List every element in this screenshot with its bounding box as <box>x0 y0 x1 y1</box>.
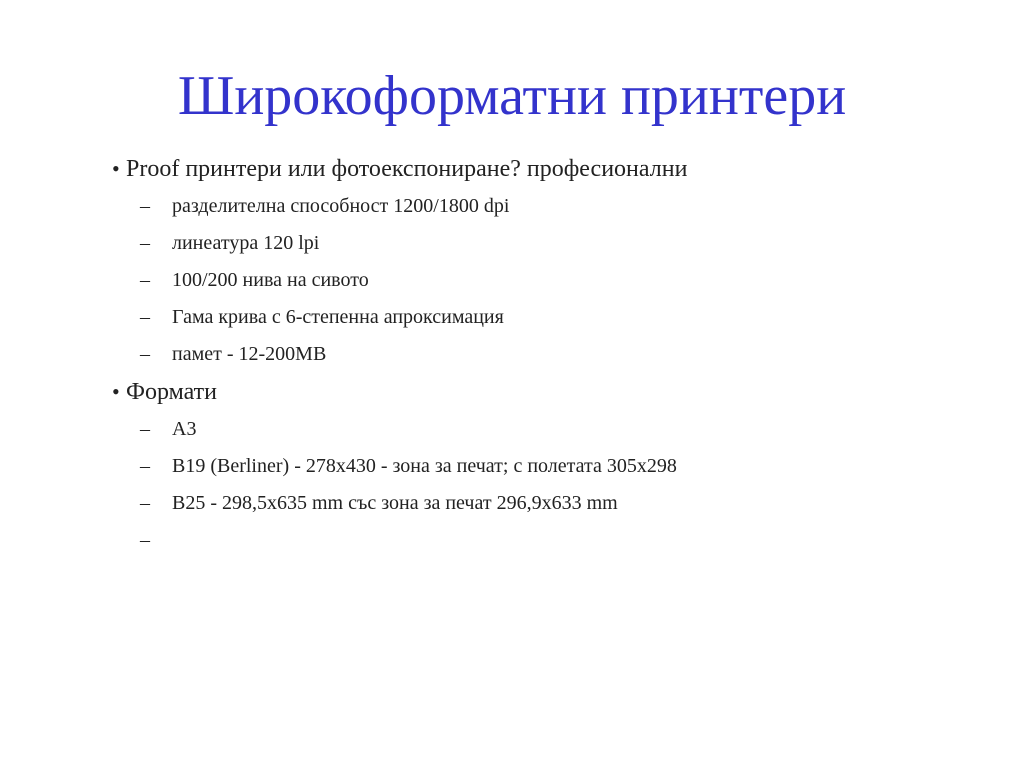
sub-bullet-item <box>0 485 1024 522</box>
dash-marker: – <box>140 418 150 440</box>
sub-bullet-item <box>0 336 1024 373</box>
dash-marker: – <box>140 195 150 217</box>
slide-content <box>0 150 1024 559</box>
sub-bullet-text: A3 <box>172 418 197 440</box>
bullet-item <box>0 150 1024 188</box>
dash-marker: – <box>140 455 150 477</box>
sub-bullet-item <box>0 262 1024 299</box>
sub-bullet-text: линеатура 120 lpi <box>172 232 320 254</box>
dash-marker: – <box>140 529 150 551</box>
bullet-marker: • <box>112 379 120 404</box>
dash-marker: – <box>140 343 150 365</box>
bullet-text: Формати <box>126 379 217 405</box>
sub-bullet-text: B25 - 298,5x635 mm със зона за печат 296,9x633 mm <box>172 492 618 514</box>
dash-marker: – <box>140 306 150 328</box>
sub-bullet-text: 100/200 нива на сивото <box>172 269 369 291</box>
sub-bullet-text: разделителна способност 1200/1800 dpi <box>172 195 510 217</box>
bullet-marker: • <box>112 156 120 181</box>
sub-bullet-text: памет - 12-200MB <box>172 343 327 365</box>
sub-bullet-item <box>0 225 1024 262</box>
bullet-item <box>0 373 1024 411</box>
sub-bullet-item <box>0 188 1024 225</box>
dash-marker: – <box>140 269 150 291</box>
sub-bullet-text: B19 (Berliner) - 278x430 - зона за печат; с полетата 305x298 <box>172 455 677 477</box>
dash-marker: – <box>140 492 150 514</box>
sub-bullet-item <box>0 299 1024 336</box>
sub-bullet-item <box>0 448 1024 485</box>
slide-title: Широкоформатни принтери <box>177 65 847 127</box>
bullet-text: Proof принтери или фотоекспониране? професионални <box>126 156 688 182</box>
dash-marker: – <box>140 232 150 254</box>
sub-bullet-item <box>0 522 1024 559</box>
sub-bullet-text: Гама крива с 6-степенна апроксимация <box>172 306 504 328</box>
sub-bullet-item <box>0 411 1024 448</box>
